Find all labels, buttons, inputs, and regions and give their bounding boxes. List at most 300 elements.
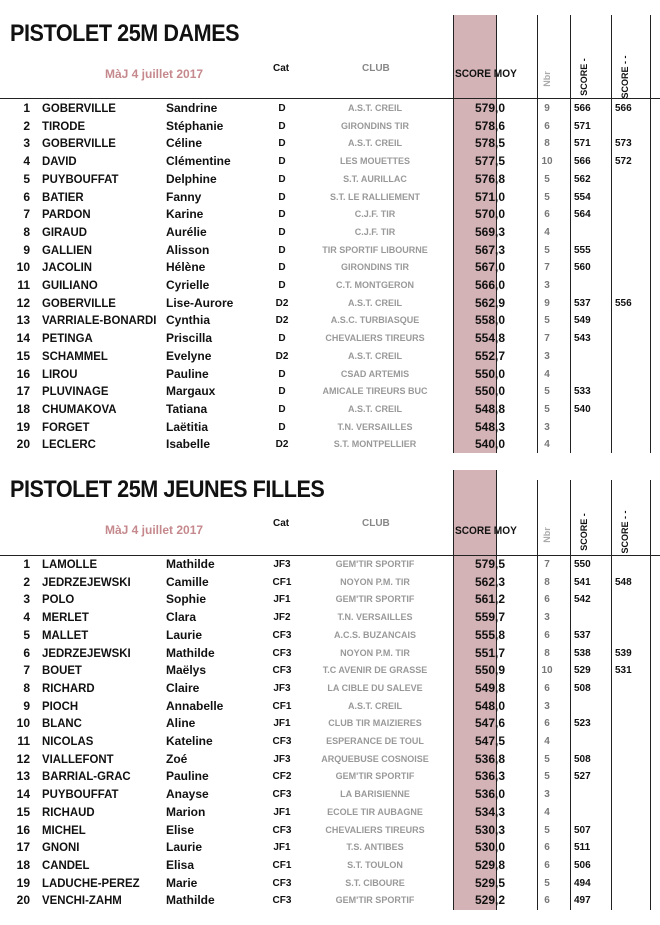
last-name-cell: JEDRZEJEWSKI: [42, 645, 131, 660]
category-cell: D: [278, 280, 286, 291]
nbr-cell: 5: [544, 244, 550, 256]
table-row: [0, 242, 660, 260]
score-moy-cell: 548,0: [474, 698, 505, 713]
last-name-cell: MICHEL: [42, 822, 86, 837]
category-cell: D2: [275, 439, 289, 451]
category-cell: D2: [275, 350, 289, 362]
header-score-2: SCORE - -: [620, 510, 630, 554]
category-cell: CF3: [272, 629, 292, 641]
last-name-cell: JEDRZEJEWSKI: [42, 574, 131, 589]
last-name-cell: PLUVINAGE: [42, 384, 109, 399]
nbr-cell: 4: [544, 806, 550, 818]
table-row: [0, 100, 660, 118]
category-cell: CF1: [272, 859, 292, 871]
score-moy-cell: 571,0: [474, 189, 505, 204]
nbr-cell: 6: [544, 209, 550, 221]
category-cell: D: [278, 138, 286, 150]
score-1-cell: 533: [574, 386, 591, 398]
rank-cell: 4: [23, 610, 30, 625]
nbr-cell: 6: [544, 895, 550, 907]
score-moy-cell: 551,7: [474, 645, 505, 660]
first-name-cell: Margaux: [166, 384, 216, 399]
score-moy-cell: 576,8: [474, 171, 505, 186]
score-1-cell: 555: [574, 244, 591, 256]
table-row: [0, 698, 660, 716]
score-moy-cell: 558,0: [474, 313, 505, 328]
table-row: [0, 259, 660, 277]
rank-cell: 6: [23, 645, 30, 660]
first-name-cell: Elisa: [166, 857, 195, 872]
first-name-cell: Tatiana: [166, 401, 208, 416]
club-cell: GEM'TIR SPORTIF: [335, 594, 415, 605]
club-cell: NOYON P.M. TIR: [340, 576, 410, 587]
club-cell: C.T. MONTGERON: [336, 280, 414, 290]
rank-cell: 17: [16, 384, 30, 399]
category-cell: D2: [275, 297, 289, 309]
category-cell: JF3: [273, 559, 291, 570]
score-1-cell: 542: [574, 594, 591, 606]
table-row: [0, 751, 660, 769]
score-moy-cell: 529,8: [474, 857, 505, 872]
header-cat: Cat: [273, 63, 290, 74]
first-name-cell: Camille: [166, 574, 209, 589]
header-score-moy: SCORE MOY: [455, 68, 517, 80]
table-row: [0, 295, 660, 313]
score-2-cell: 566: [615, 103, 632, 114]
nbr-cell: 6: [544, 718, 550, 730]
table-row: [0, 804, 660, 822]
club-cell: T.C AVENIR DE GRASSE: [322, 665, 428, 676]
last-name-cell: PIOCH: [42, 698, 79, 713]
score-1-cell: 541: [574, 576, 591, 588]
score-moy-cell: 570,0: [474, 207, 505, 222]
score-1-cell: 566: [574, 103, 591, 114]
club-cell: LA CIBLE DU SALEVE: [327, 682, 423, 693]
rank-cell: 8: [23, 680, 30, 695]
rank-cell: 16: [16, 366, 30, 381]
first-name-cell: Anayse: [166, 787, 209, 802]
score-moy-cell: 548,3: [474, 419, 505, 434]
last-name-cell: BARRIAL-GRAC: [42, 769, 131, 784]
rank-cell: 19: [16, 419, 30, 434]
nbr-cell: 3: [544, 612, 550, 624]
table-row: [0, 366, 660, 384]
first-name-cell: Cyrielle: [166, 278, 210, 292]
header-score-moy: SCORE MOY: [455, 525, 517, 537]
table-row: [0, 383, 660, 401]
first-name-cell: Delphine: [166, 171, 217, 186]
club-cell: CHEVALIERS TIREURS: [325, 824, 425, 835]
category-cell: D: [278, 333, 286, 345]
club-cell: ESPERANCE DE TOUL: [326, 736, 424, 746]
table-row: [0, 875, 660, 893]
table-row: [0, 419, 660, 437]
score-moy-cell: 550,9: [474, 663, 505, 678]
score-1-cell: 560: [574, 262, 591, 274]
category-cell: CF3: [272, 877, 292, 889]
category-cell: D: [278, 262, 286, 274]
score-moy-cell: 549,8: [474, 680, 505, 695]
score-1-cell: 543: [574, 333, 591, 345]
last-name-cell: PARDON: [42, 207, 91, 222]
category-cell: JF1: [273, 594, 291, 606]
score-moy-cell: 559,7: [474, 610, 505, 625]
last-name-cell: LIROU: [42, 366, 78, 381]
nbr-cell: 3: [544, 421, 550, 433]
nbr-cell: 6: [544, 859, 550, 871]
rank-cell: 6: [23, 189, 30, 204]
score-moy-cell: 529,2: [474, 893, 505, 908]
club-cell: A.C.S. BUZANCAIS: [333, 629, 416, 640]
table-row: [0, 135, 660, 153]
rank-cell: 20: [16, 893, 30, 908]
category-cell: D: [278, 173, 286, 185]
table-row: [0, 591, 660, 609]
table-row: [0, 330, 660, 348]
table-row: [0, 574, 660, 592]
first-name-cell: Annabelle: [166, 698, 224, 713]
header-club: CLUB: [362, 63, 390, 74]
score-moy-cell: 578,5: [474, 136, 505, 151]
score-moy-cell: 579,5: [474, 557, 505, 571]
nbr-cell: 10: [541, 665, 553, 677]
club-cell: GIRONDINS TIR: [340, 120, 409, 131]
category-cell: D: [278, 386, 286, 398]
score-1-cell: 507: [574, 824, 591, 836]
score-1-cell: 571: [574, 120, 591, 132]
last-name-cell: GOBERVILLE: [42, 136, 116, 151]
club-cell: LES MOUETTES: [339, 156, 410, 167]
score-1-cell: 497: [574, 895, 591, 907]
last-name-cell: PUYBOUFFAT: [42, 171, 119, 186]
category-cell: CF1: [272, 700, 292, 712]
nbr-cell: 5: [544, 315, 550, 327]
nbr-cell: 3: [544, 700, 550, 712]
club-cell: S.T. LE RALLIEMENT: [330, 191, 420, 202]
category-cell: D: [278, 403, 286, 415]
table-row: [0, 839, 660, 857]
first-name-cell: Claire: [166, 680, 200, 695]
club-cell: AMICALE TIREURS BUC: [322, 386, 428, 397]
table-row: [0, 189, 660, 207]
table-row: [0, 857, 660, 875]
category-cell: CF3: [272, 824, 292, 836]
first-name-cell: Clara: [166, 610, 197, 625]
score-moy-cell: 550,0: [474, 384, 505, 399]
rank-cell: 2: [23, 118, 30, 133]
club-cell: GEM'TIR SPORTIF: [335, 895, 415, 906]
category-cell: CF3: [272, 665, 292, 677]
header-score-1: SCORE -: [579, 513, 589, 551]
first-name-cell: Elise: [166, 822, 195, 837]
first-name-cell: Marie: [166, 875, 198, 890]
score-1-cell: 537: [574, 297, 591, 309]
score-moy-cell: 529,5: [474, 875, 505, 890]
club-cell: GEM'TIR SPORTIF: [335, 559, 415, 569]
category-cell: CF3: [272, 895, 292, 907]
score-moy-cell: 530,3: [474, 822, 505, 837]
score-1-cell: 538: [574, 647, 591, 659]
last-name-cell: VIALLEFONT: [42, 751, 114, 766]
first-name-cell: Pauline: [166, 769, 209, 784]
club-cell: CLUB TIR MAIZIERES: [328, 718, 422, 729]
rank-cell: 9: [23, 698, 30, 713]
score-2-cell: 572: [615, 156, 632, 168]
last-name-cell: GNONI: [42, 840, 80, 855]
category-cell: JF1: [273, 842, 291, 854]
score-moy-cell: 555,8: [474, 627, 505, 642]
score-1-cell: 527: [574, 771, 591, 783]
club-cell: A.S.T. CREIL: [347, 103, 402, 113]
last-name-cell: CANDEL: [42, 857, 90, 872]
last-name-cell: CHUMAKOVA: [42, 401, 117, 416]
table-row: [0, 312, 660, 330]
score-moy-cell: 534,3: [474, 804, 505, 819]
first-name-cell: Lise-Aurore: [166, 295, 234, 310]
first-name-cell: Maëlys: [166, 663, 207, 678]
score-1-cell: 537: [574, 629, 591, 641]
table-row: [0, 645, 660, 663]
nbr-cell: 8: [544, 138, 550, 150]
nbr-cell: 5: [544, 877, 550, 889]
nbr-cell: 6: [544, 842, 550, 854]
category-cell: CF3: [272, 789, 292, 801]
score-moy-cell: 562,9: [474, 295, 505, 310]
rank-cell: 16: [16, 822, 30, 837]
club-cell: S.T. AURILLAC: [343, 173, 407, 184]
score-1-cell: 562: [574, 173, 591, 185]
last-name-cell: MALLET: [42, 627, 89, 642]
table-row: [0, 118, 660, 136]
rank-cell: 20: [16, 437, 30, 452]
category-cell: CF2: [272, 771, 292, 783]
nbr-cell: 4: [544, 368, 550, 380]
first-name-cell: Mathilde: [166, 645, 215, 660]
score-1-cell: 494: [574, 877, 591, 889]
nbr-cell: 5: [544, 771, 550, 783]
rank-cell: 5: [23, 171, 30, 186]
score-1-cell: 511: [574, 842, 591, 854]
table-row: [0, 224, 660, 242]
club-cell: A.S.T. CREIL: [347, 700, 402, 711]
table-row: [0, 680, 660, 698]
first-name-cell: Karine: [166, 207, 204, 222]
category-cell: CF3: [272, 736, 292, 747]
score-moy-cell: 561,2: [474, 592, 505, 607]
nbr-cell: 9: [544, 103, 550, 114]
nbr-cell: 5: [544, 386, 550, 398]
rank-cell: 15: [16, 348, 30, 363]
category-cell: D: [278, 226, 286, 238]
last-name-cell: NICOLAS: [42, 734, 94, 748]
rank-cell: 10: [16, 260, 30, 275]
score-moy-cell: 566,0: [474, 278, 505, 292]
table-row: [0, 206, 660, 224]
rank-cell: 14: [16, 787, 30, 802]
category-cell: D: [278, 421, 286, 433]
category-cell: JF3: [273, 753, 291, 765]
score-2-cell: 573: [615, 138, 632, 150]
rank-cell: 11: [17, 278, 30, 292]
nbr-cell: 5: [544, 173, 550, 185]
score-moy-cell: 548,8: [474, 401, 505, 416]
nbr-cell: 3: [544, 280, 550, 291]
rank-cell: 13: [16, 769, 30, 784]
rank-cell: 3: [23, 136, 30, 151]
score-1-cell: 554: [574, 191, 591, 203]
first-name-cell: Céline: [166, 136, 203, 151]
nbr-cell: 7: [544, 333, 550, 345]
last-name-cell: PUYBOUFFAT: [42, 787, 119, 802]
last-name-cell: VENCHI-ZAHM: [42, 893, 122, 908]
table-row: [0, 662, 660, 680]
club-cell: CHEVALIERS TIREURS: [325, 333, 425, 344]
last-name-cell: SCHAMMEL: [42, 348, 108, 363]
last-name-cell: LAMOLLE: [42, 557, 98, 571]
last-name-cell: RICHARD: [42, 680, 95, 695]
nbr-cell: 10: [541, 156, 553, 168]
rank-cell: 15: [16, 804, 30, 819]
rank-cell: 12: [16, 295, 30, 310]
nbr-cell: 9: [544, 297, 550, 309]
first-name-cell: Fanny: [166, 189, 202, 204]
first-name-cell: Laurie: [166, 840, 203, 855]
category-cell: D: [278, 191, 286, 203]
score-moy-cell: 577,5: [474, 154, 505, 169]
club-cell: A.S.T. CREIL: [347, 297, 402, 308]
score-1-cell: 529: [574, 665, 591, 677]
update-date: MàJ 4 juillet 2017: [105, 67, 204, 81]
table-row: [0, 609, 660, 627]
nbr-cell: 4: [544, 226, 550, 238]
score-1-cell: 508: [574, 682, 591, 694]
last-name-cell: MERLET: [42, 610, 89, 625]
table-row: [0, 892, 660, 910]
table-row: [0, 786, 660, 804]
last-name-cell: VARRIALE-BONARDI: [42, 313, 157, 328]
category-cell: JF1: [273, 718, 291, 730]
score-moy-cell: 569,3: [474, 224, 505, 239]
score-2-cell: 531: [615, 665, 632, 677]
table-row: [0, 401, 660, 419]
nbr-cell: 4: [544, 736, 550, 747]
score-moy-cell: 536,8: [474, 751, 505, 766]
category-cell: D: [278, 209, 286, 221]
club-cell: S.T. TOULON: [347, 859, 403, 870]
score-2-cell: 556: [615, 297, 632, 309]
club-cell: A.S.T. CREIL: [347, 403, 402, 414]
nbr-cell: 3: [544, 350, 550, 362]
table-row: [0, 822, 660, 840]
rank-cell: 12: [16, 751, 30, 766]
first-name-cell: Alisson: [166, 242, 210, 257]
rank-cell: 1: [23, 101, 30, 115]
club-cell: C.J.F. TIR: [354, 209, 396, 220]
score-2-cell: 539: [615, 647, 632, 659]
category-cell: D2: [275, 315, 289, 327]
rank-cell: 10: [16, 716, 30, 731]
last-name-cell: LECLERC: [42, 437, 96, 452]
last-name-cell: TIRODE: [42, 118, 86, 133]
score-moy-cell: 547,6: [474, 716, 505, 731]
category-cell: D: [278, 120, 286, 132]
last-name-cell: JACOLIN: [42, 260, 93, 275]
last-name-cell: FORGET: [42, 419, 90, 434]
rank-cell: 18: [16, 401, 30, 416]
category-cell: JF2: [273, 612, 291, 624]
rank-cell: 18: [16, 857, 30, 872]
table-row: [0, 153, 660, 171]
nbr-cell: 7: [544, 262, 550, 274]
club-cell: LA BARISIENNE: [340, 789, 410, 800]
nbr-cell: 6: [544, 629, 550, 641]
category-cell: CF3: [272, 647, 292, 659]
score-moy-cell: 547,5: [474, 734, 505, 748]
category-cell: CF1: [272, 576, 292, 588]
last-name-cell: RICHAUD: [42, 804, 95, 819]
first-name-cell: Zoé: [166, 751, 188, 766]
last-name-cell: DAVID: [42, 154, 77, 169]
first-name-cell: Cynthia: [166, 313, 211, 328]
category-cell: JF3: [273, 682, 291, 694]
rank-cell: 3: [23, 592, 30, 607]
last-name-cell: GOBERVILLE: [42, 295, 116, 310]
last-name-cell: GOBERVILLE: [42, 101, 116, 115]
category-cell: D: [278, 103, 286, 114]
first-name-cell: Aurélie: [166, 224, 207, 239]
club-cell: NOYON P.M. TIR: [340, 647, 410, 658]
score-1-cell: 506: [574, 859, 591, 871]
category-cell: D: [278, 156, 286, 168]
header-score-2: SCORE - -: [620, 55, 630, 99]
score-moy-cell: 567,0: [474, 260, 505, 275]
header-cat: Cat: [273, 518, 290, 529]
club-cell: T.S. ANTIBES: [346, 842, 404, 853]
header-divider: [0, 98, 660, 99]
score-2-cell: 548: [615, 576, 632, 588]
first-name-cell: Marion: [166, 804, 206, 819]
score-moy-cell: 562,3: [474, 574, 505, 589]
rank-cell: 14: [16, 331, 30, 346]
last-name-cell: BOUET: [42, 663, 82, 678]
club-cell: C.J.F. TIR: [354, 226, 396, 237]
nbr-cell: 5: [544, 753, 550, 765]
score-moy-cell: 552,7: [474, 348, 505, 363]
last-name-cell: LADUCHE-PEREZ: [42, 875, 140, 890]
nbr-cell: 5: [544, 403, 550, 415]
club-cell: ARQUEBUSE COSNOISE: [321, 753, 429, 764]
score-1-cell: 540: [574, 403, 591, 415]
last-name-cell: BLANC: [42, 716, 82, 731]
club-cell: CSAD ARTEMIS: [340, 368, 410, 379]
rank-cell: 5: [23, 627, 30, 642]
last-name-cell: GALLIEN: [42, 242, 93, 257]
first-name-cell: Mathilde: [166, 893, 215, 908]
score-moy-cell: 530,0: [474, 840, 505, 855]
score-1-cell: 508: [574, 753, 591, 765]
nbr-cell: 8: [544, 576, 550, 588]
first-name-cell: Laurie: [166, 627, 203, 642]
rank-cell: 9: [23, 242, 30, 257]
category-cell: D: [278, 244, 286, 256]
first-name-cell: Isabelle: [166, 437, 211, 452]
score-moy-cell: 554,8: [474, 331, 505, 346]
score-1-cell: 571: [574, 138, 591, 150]
nbr-cell: 4: [544, 439, 550, 451]
score-moy-cell: 579,0: [474, 101, 505, 115]
first-name-cell: Clémentine: [166, 154, 231, 169]
club-cell: A.S.C. TURBIASQUE: [330, 315, 420, 326]
